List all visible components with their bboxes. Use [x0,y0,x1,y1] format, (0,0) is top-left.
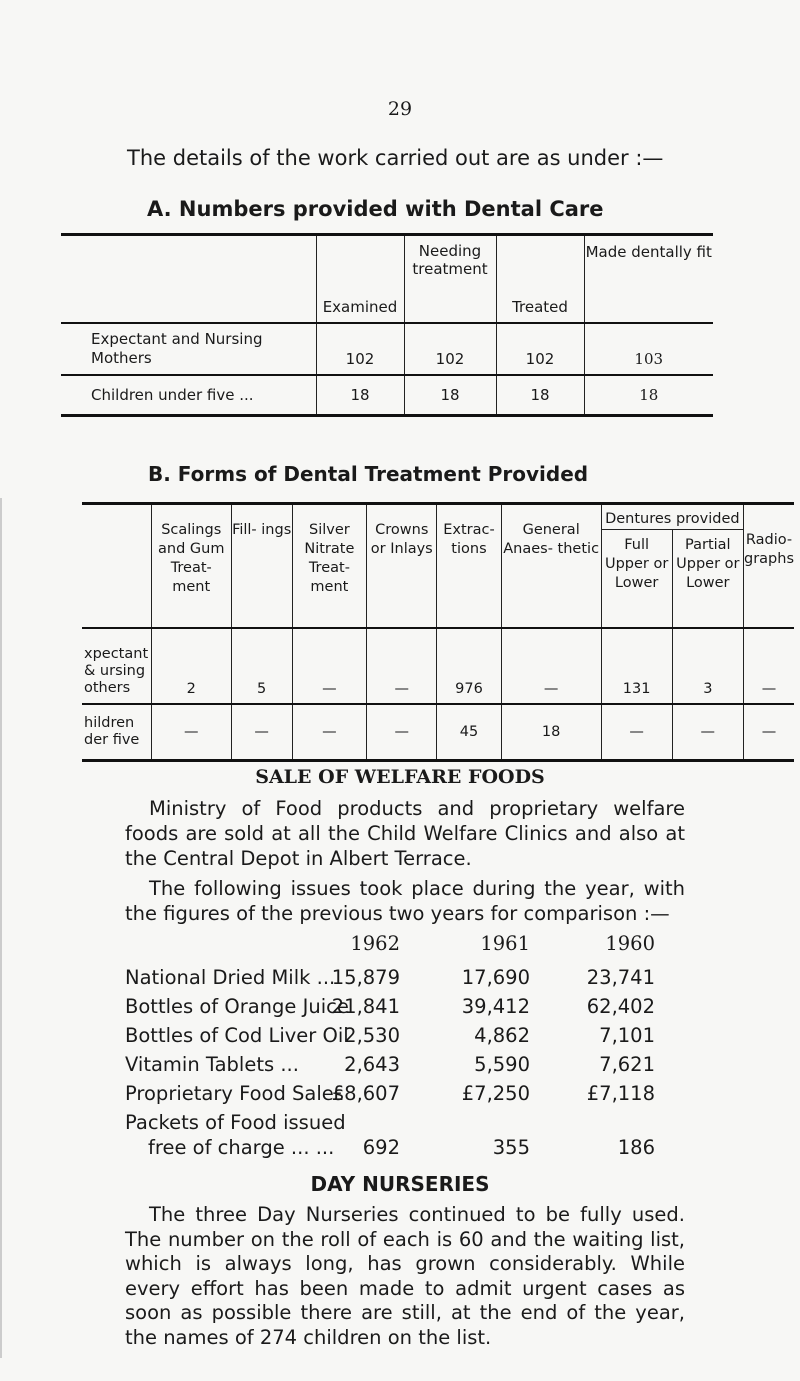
row-label-mothers: Expectant and Nursing Mothers [61,323,316,375]
table-row [61,323,713,375]
year-header-1962: 1962 [350,932,400,955]
table-cell: — [231,704,292,761]
table-cell: — [367,704,437,761]
header-treated: Treated [496,235,584,324]
value-1962: 2,643 [344,1053,400,1076]
welfare-paragraph-1: Ministry of Food products and proprietary welfare foods are sold at all the Child Welfare Clinics and also at the Central Depot in Albert Terrace. [125,797,685,870]
year-header-1961: 1961 [480,932,530,955]
food-label: Bottles of Orange Juice [125,995,349,1018]
table-cell: — [292,628,367,704]
table-cell: — [292,704,367,761]
value-1960: £7,118 [586,1082,655,1105]
food-label: Proprietary Food Sales [125,1082,344,1105]
section-a-title: A. Numbers provided with Dental Care [147,197,604,221]
table-cell: 45 [437,704,501,761]
value-1961: 4,862 [474,1024,530,1047]
table-row [82,704,794,761]
value-1962: 21,841 [331,995,400,1018]
table-cell: 976 [437,628,501,704]
food-label: Bottles of Cod Liver Oil [125,1024,349,1047]
table-cell: 18 [404,375,496,416]
table-cell: 2 [151,628,231,704]
header-full-upper-lower: Full Upper or Lower [601,530,672,629]
table-cell: 3 [672,628,743,704]
value-1961: 5,590 [474,1053,530,1076]
table-cell: — [601,704,672,761]
food-label: National Dried Milk ... [125,966,336,989]
value-1960: 7,101 [599,1024,655,1047]
header-crowns: Crowns or Inlays [367,504,437,629]
value-1960: 23,741 [586,966,655,989]
table-cell: 103 [584,323,713,375]
value-1961: 39,412 [461,995,530,1018]
table-cell: 102 [404,323,496,375]
day-nurseries-title: DAY NURSERIES [310,1172,490,1196]
value-1960: 62,402 [586,995,655,1018]
row-label-children: Children under five ... [61,375,316,416]
value-1960: 7,621 [599,1053,655,1076]
section-b-title: B. Forms of Dental Treatment Provided [148,462,589,486]
header-partial-upper-lower: Partial Upper or Lower [672,530,743,629]
table-cell: 18 [316,375,404,416]
table-cell: 131 [601,628,672,704]
header-scalings: Scalings and Gum Treat- ment [151,504,231,629]
food-row [0,995,800,1025]
food-row [0,1024,800,1054]
value-1962: 2,530 [344,1024,400,1047]
table-cell: — [367,628,437,704]
header-made-dentally-fit: Made dentally fit [585,243,712,261]
value-1962: £8,607 [331,1082,400,1105]
table-cell: 5 [231,628,292,704]
food-label: Vitamin Tablets ... [125,1053,299,1076]
header-fillings: Fill- ings [231,504,292,629]
food-label: Packets of Food issued [125,1111,346,1134]
food-row [0,966,800,996]
value-1961: 17,690 [461,966,530,989]
header-general-anaesthetic: General Anaes- thetic [501,504,601,629]
header-blank [82,504,151,629]
header-needing-treatment: Needing treatment [404,235,496,324]
table-row [61,375,713,416]
dental-treatment-table [82,502,794,762]
table-cell: — [151,704,231,761]
header-silver-nitrate: Silver Nitrate Treat- ment [292,504,367,629]
header-radiographs: Radio- graphs [744,532,794,567]
food-row [0,1082,800,1112]
value-1961: 355 [492,1136,530,1159]
welfare-foods-title: SALE OF WELFARE FOODS [255,766,545,788]
row-label-children: hildren der five [82,704,151,761]
table-cell: — [501,628,601,704]
table-cell: — [744,704,795,761]
table-cell: — [744,628,795,704]
value-1962: 692 [362,1136,400,1159]
value-1962: 15,879 [331,966,400,989]
table-cell: 102 [316,323,404,375]
table-header-row [61,235,713,324]
table-cell: 18 [584,375,713,416]
header-blank [61,235,316,324]
header-dentures-provided: Dentures provided [601,504,743,530]
food-row [0,1136,800,1166]
day-nurseries-paragraph: The three Day Nurseries continued to be fully used. The number on the roll of each is 60 and the waiting list, which is always long, has grown considerably. While every effort has been made to admit urgent cases as soon as possible there are still, at the end of the year, the names of 274 children on the list. [125,1203,685,1349]
table-cell: 18 [496,375,584,416]
food-row [0,1053,800,1083]
food-label: free of charge ... ... [148,1136,335,1159]
page-edge-shadow [0,498,2,1358]
year-header-1960: 1960 [605,932,655,955]
page-number: 29 [387,98,413,120]
table-row [82,628,794,704]
header-extractions: Extrac- tions [437,504,501,629]
welfare-paragraph-2: The following issues took place during the year, with the figures of the previous two years for comparison :— [125,877,685,925]
dental-care-table [61,233,713,417]
row-label-mothers: xpectant & ursing others [82,628,151,704]
value-1960: 186 [617,1136,655,1159]
value-1961: £7,250 [461,1082,530,1105]
table-cell: — [672,704,743,761]
table-cell: 102 [496,323,584,375]
table-cell: 18 [501,704,601,761]
intro-text: The details of the work carried out are as under :— [127,146,664,170]
header-examined: Examined [316,235,404,324]
